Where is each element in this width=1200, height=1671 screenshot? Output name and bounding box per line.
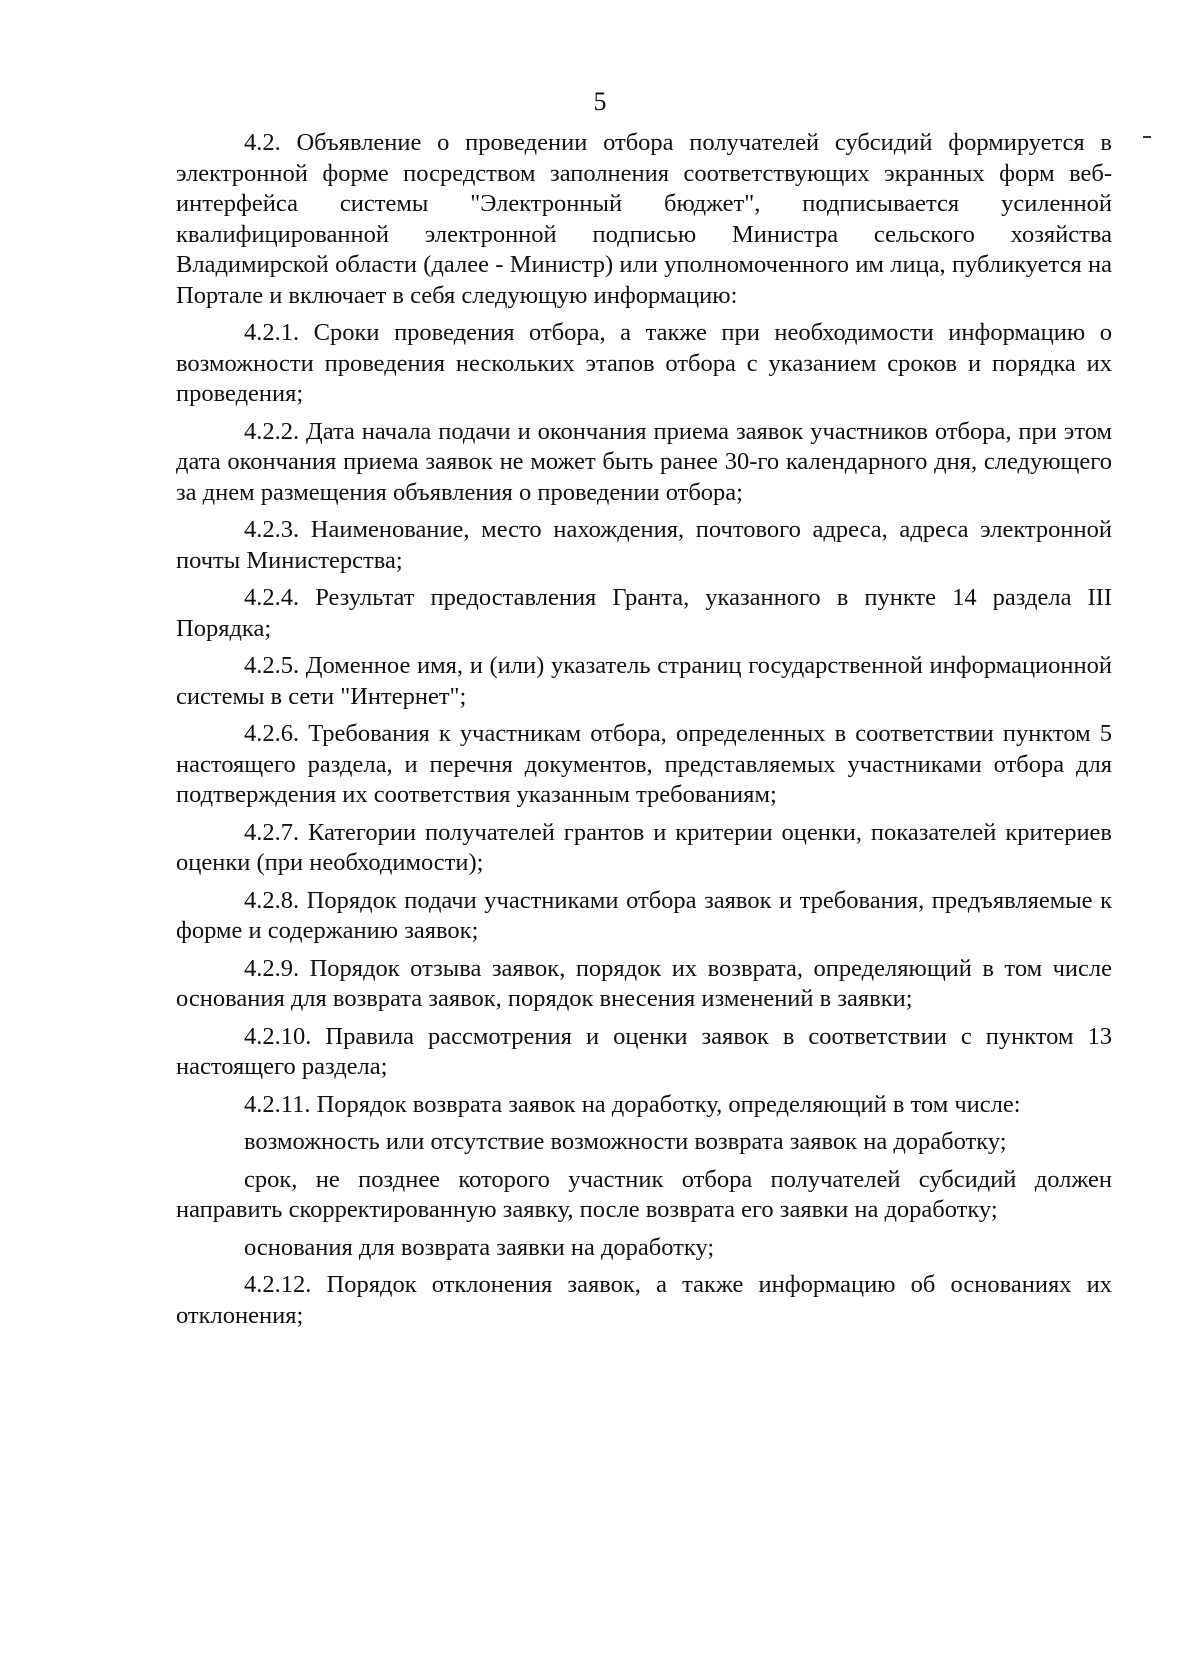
paragraph-4-2-6: 4.2.6. Требования к участникам отбора, определенных в соответствии пунктом 5 настоящего раздела, и перечня документов, представляемых участниками отбора для подтверждения их соответствия указанным требованиям;	[176, 720, 1112, 808]
paragraph-4-2-12: 4.2.12. Порядок отклонения заявок, а также информацию об основаниях их отклонения;	[176, 1271, 1112, 1329]
paragraph-4-2-7: 4.2.7. Категории получателей грантов и критерии оценки, показателей критериев оценки (при необходимости);	[176, 818, 1112, 876]
paragraph-4-2-2: 4.2.2. Дата начала подачи и окончания приема заявок участников отбора, при этом дата окончания приема заявок не может быть ранее 30-го календарного дня, следующего за днем размещения объявления о проведении отбора;	[176, 417, 1112, 506]
paragraph-4-2: 4.2. Объявление о проведении отбора получателей субсидий формируется в электронной форме посредством заполнения соответствующих экранных форм веб-интерфейса системы "Электронный бюджет", подписывается усиленной квалифицированной электронной подписью Министра сельского хозяйства Владимирской области (далее - Министр) или уполномоченного им лица, публикуется на Портале и включает в себя следующую информацию:	[176, 129, 1112, 309]
paragraph-4-2-11-b: срок, не позднее которого участник отбора получателей субсидий должен направить скорректированную заявку, после возврата его заявки на доработку;	[176, 1165, 1112, 1223]
paragraph-4-2-11: 4.2.11. Порядок возврата заявок на доработку, определяющий в том числе:	[244, 1090, 1021, 1118]
page-number: 5	[593, 87, 607, 116]
paragraph-4-2-4: 4.2.4. Результат предоставления Гранта, указанного в пункте 14 раздела III Порядка;	[176, 584, 1112, 642]
margin-mark	[1143, 136, 1151, 138]
paragraph-4-2-8: 4.2.8. Порядок подачи участниками отбора заявок и требования, предъявляемые к форме и содержанию заявок;	[176, 886, 1112, 944]
paragraph-4-2-10: 4.2.10. Правила рассмотрения и оценки заявок в соответствии с пунктом 13 настоящего раздела;	[176, 1022, 1112, 1080]
paragraph-4-2-1: 4.2.1. Сроки проведения отбора, а также при необходимости информацию о возможности проведения нескольких этапов отбора с указанием сроков и порядка их проведения;	[176, 319, 1112, 407]
paragraph-4-2-3: 4.2.3. Наименование, место нахождения, почтового адреса, адреса электронной почты Министерства;	[176, 516, 1112, 574]
paragraph-4-2-11-c: основания для возврата заявки на доработку;	[244, 1233, 715, 1261]
document-body	[176, 128, 1112, 1331]
paragraph-4-2-5: 4.2.5. Доменное имя, и (или) указатель страниц государственной информационной системы в сети "Интернет";	[176, 652, 1112, 710]
paragraph-4-2-11-a: возможность или отсутствие возможности возврата заявок на доработку;	[244, 1128, 1007, 1155]
paragraph-4-2-9: 4.2.9. Порядок отзыва заявок, порядок их возврата, определяющий в том числе основания для возврата заявок, порядок внесения изменений в заявки;	[176, 954, 1112, 1012]
